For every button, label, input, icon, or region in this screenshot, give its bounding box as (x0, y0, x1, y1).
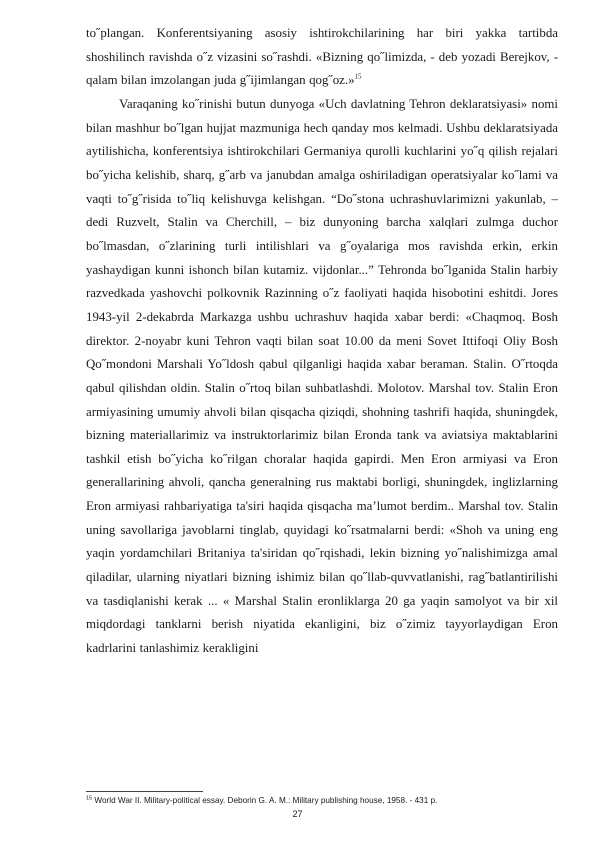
paragraph-2-text: Varaqaning ko˝rinishi butun dunyoga «Uch davlatning Tehron deklaratsiyasi» nomi bilan mashhur bo˝lgan hujjat mazmuniga hech qanday mos kelmadi. Ushbu deklaratsiyada aytilishicha, konferentsiya ishtirokchilari Germaniya qurolli kuchlarini yo˝q qilish rejalari bo˝yicha kelishib, sharq, g˝arb va janubdan amalga oshiriladigan operatsiyalar ko˝lami va vaqti to˝g˝risida to˝liq kelishuvga kelishgan. “Do˝stona uchrashuvlarimizni yakunlab, – dedi Ruzvelt, Stalin va Cherchill, – biz dunyoning barcha xalqlari zulmga duchor bo˝lmasdan, o˝zlarining turli intilishlari va g˝oyalariga mos ravishda erkin, erkin yashaydigan kunni ishonch bilan kutamiz. vijdonlar...” Tehronda bo˝lganida Stalin harbiy razvedkada yashovchi polkovnik Razinning o˝z faoliyati haqida hisobotini eshitdi. Jores 1943-yil 2-dekabrda Markazga ushbu uchrashuv haqida xabar berdi: «Chaqmoq. Bosh direktor. 2-noyabr kuni Tehron vaqti bilan soat 10.00 da meni Sovet Ittifoqi Oliy Bosh Qo˝mondoni Marshali Yo˝ldosh qabul qilganligi haqida xabar beraman. Stalin. O˝rtoqda qabul qilishdan oldin. Stalin o˝rtoq bilan suhbatlashdi. Molotov. Marshal tov. Stalin Eron armiyasining umumiy ahvoli bilan qisqacha qiziqdi, shohning tashrifi haqida, shuningdek, bizning materiallarimiz va instruktorlarimiz bilan Eronda tank va aviatsiya maktablarini tashkil etish bo˝yicha ko˝rilgan choralar haqida gapirdi. Men Eron armiyasi va Eron generallarining ahvoli, qancha generalning rus maktabi borligi, shuningdek, inglizlarning Eron armiyasi rahbariyatiga ta'siri haqida qisqacha ma’lumot berdim.. Marshal tov. Stalin uning savollariga javoblarni tinglab, quyidagi ko˝rsatmalarni berdi: «Shoh va uning eng yaqin yordamchilari Britaniya ta'siridan qo˝rqishadi, lekin bizning yo˝nalishimizga amal qiladilar, ularning niyatlari bizning ishimiz bilan qo˝llab-quvvatlanishi, rag˝batlantirilishi va tasdiqlanishi kerak ... « Marshal Stalin eronliklarga 20 ga yaqin samolyot va bir xil miqdordagi tanklarni berish niyatida ekanligini, biz o˝zimiz tayyorlaydigan Eron kadrlarini tanlashimiz kerakligini (86, 96, 558, 656)
footnote-number: 15 (86, 795, 93, 802)
paragraph-2 (86, 93, 558, 661)
footnote-text: World War II. Military-political essay. Deborin G. A. M.: Military publishing house, 1958. - 431 p. (94, 796, 438, 805)
page-body (86, 22, 558, 661)
footnote-reference: 15 (354, 73, 362, 82)
footnote (86, 795, 558, 806)
paragraph-1 (86, 22, 558, 93)
paragraph-1-text: to˝plangan. Konferentsiyaning asosiy ishtirokchilarining har biri yakka tartibda shoshilinch ravishda o˝z vizasini so˝rashdi. «Bizning qo˝limizda, - deb yozadi Berejkov, - qalam bilan imzolangan juda g˝ijimlangan qog˝oz.» (86, 26, 558, 88)
footnote-separator (86, 791, 203, 792)
page-number: 27 (292, 809, 303, 819)
